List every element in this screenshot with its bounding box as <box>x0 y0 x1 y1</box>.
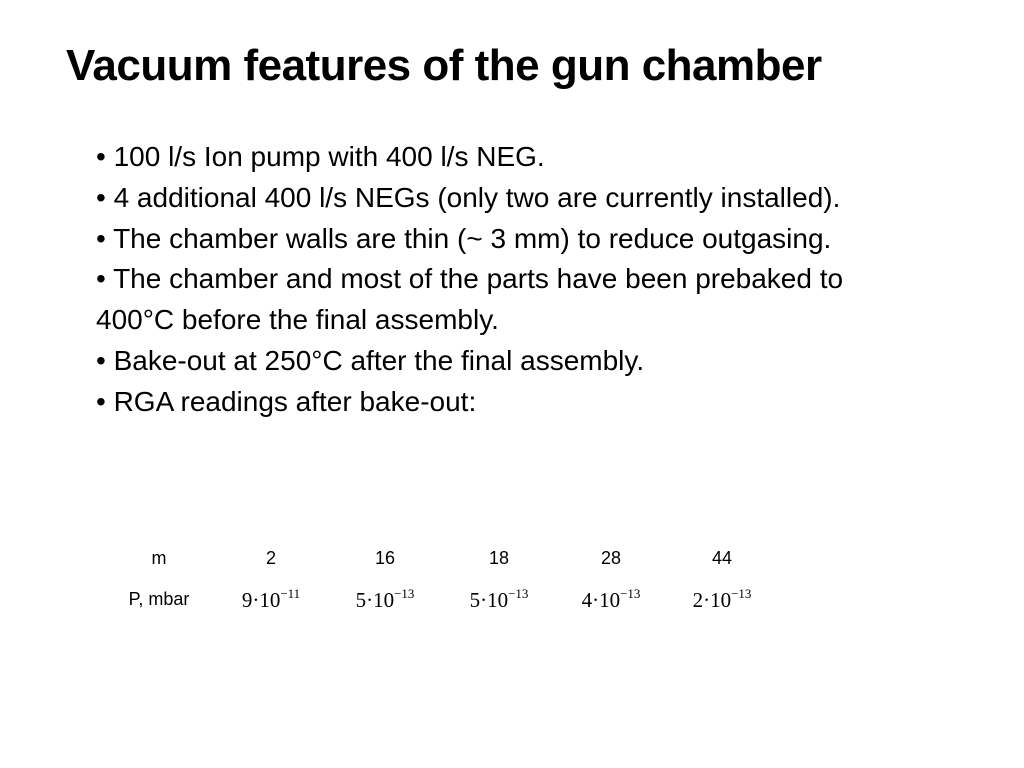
pressure-mantissa: 5 <box>355 587 367 612</box>
pressure-base: 10 <box>259 587 281 612</box>
pressure-label: P, mbar <box>128 588 190 609</box>
mass-cell: 28 <box>600 547 622 568</box>
pressure-cell <box>667 576 777 622</box>
bullet-list <box>96 137 866 423</box>
pressure-exponent: −13 <box>508 585 529 601</box>
pressure-cell <box>327 576 443 622</box>
bullet-item-prebaked: • The chamber and most of the parts have been prebaked to 400°C before the final assembly. <box>96 263 844 336</box>
pressure-base: 10 <box>487 587 509 612</box>
pressure-exponent: −13 <box>394 585 415 601</box>
pressure-value <box>581 585 641 612</box>
table-row-pressure <box>103 576 777 622</box>
pressure-cell <box>555 576 667 622</box>
pressure-exponent: −13 <box>731 585 752 601</box>
pressure-value <box>355 585 415 612</box>
pressure-mantissa: 4 <box>581 587 593 612</box>
pressure-base: 10 <box>710 587 732 612</box>
bullet-item-bake-out: • Bake-out at 250°C after the final assembly. <box>96 344 645 376</box>
bullet-item-chamber-walls: • The chamber walls are thin (~ 3 mm) to reduce outgasing. <box>96 222 832 254</box>
slide-title: Vacuum features of the gun chamber <box>66 41 822 90</box>
pressure-dot: · <box>592 587 600 612</box>
pressure-dot: · <box>480 587 488 612</box>
mass-cell: 44 <box>711 547 733 568</box>
mass-cell: 16 <box>374 547 396 568</box>
pressure-mantissa: 2 <box>692 587 704 612</box>
bullet-item-ion-pump: • 100 l/s Ion pump with 400 l/s NEG. <box>96 141 545 172</box>
pressure-dot: · <box>703 587 711 612</box>
pressure-mantissa: 5 <box>469 587 481 612</box>
pressure-value <box>692 585 752 612</box>
pressure-base: 10 <box>599 587 621 612</box>
pressure-value <box>469 585 529 612</box>
pressure-dot: · <box>252 587 260 612</box>
pressure-dot: · <box>366 587 374 612</box>
rga-readings-table <box>103 540 777 622</box>
pressure-exponent: −13 <box>620 585 641 601</box>
table-row-mass <box>103 540 777 576</box>
pressure-mantissa: 9 <box>241 587 253 612</box>
pressure-exponent: −11 <box>280 585 301 601</box>
pressure-value <box>241 585 301 612</box>
mass-cell: 18 <box>488 547 510 568</box>
mass-label: m <box>151 547 167 568</box>
pressure-cell <box>443 576 555 622</box>
pressure-cell <box>215 576 327 622</box>
pressure-base: 10 <box>373 587 395 612</box>
mass-cell: 2 <box>265 547 276 568</box>
bullet-item-additional-negs: • 4 additional 400 l/s NEGs (only two are currently installed). <box>96 181 841 213</box>
bullet-item-rga-readings: • RGA readings after bake-out: <box>96 385 477 417</box>
